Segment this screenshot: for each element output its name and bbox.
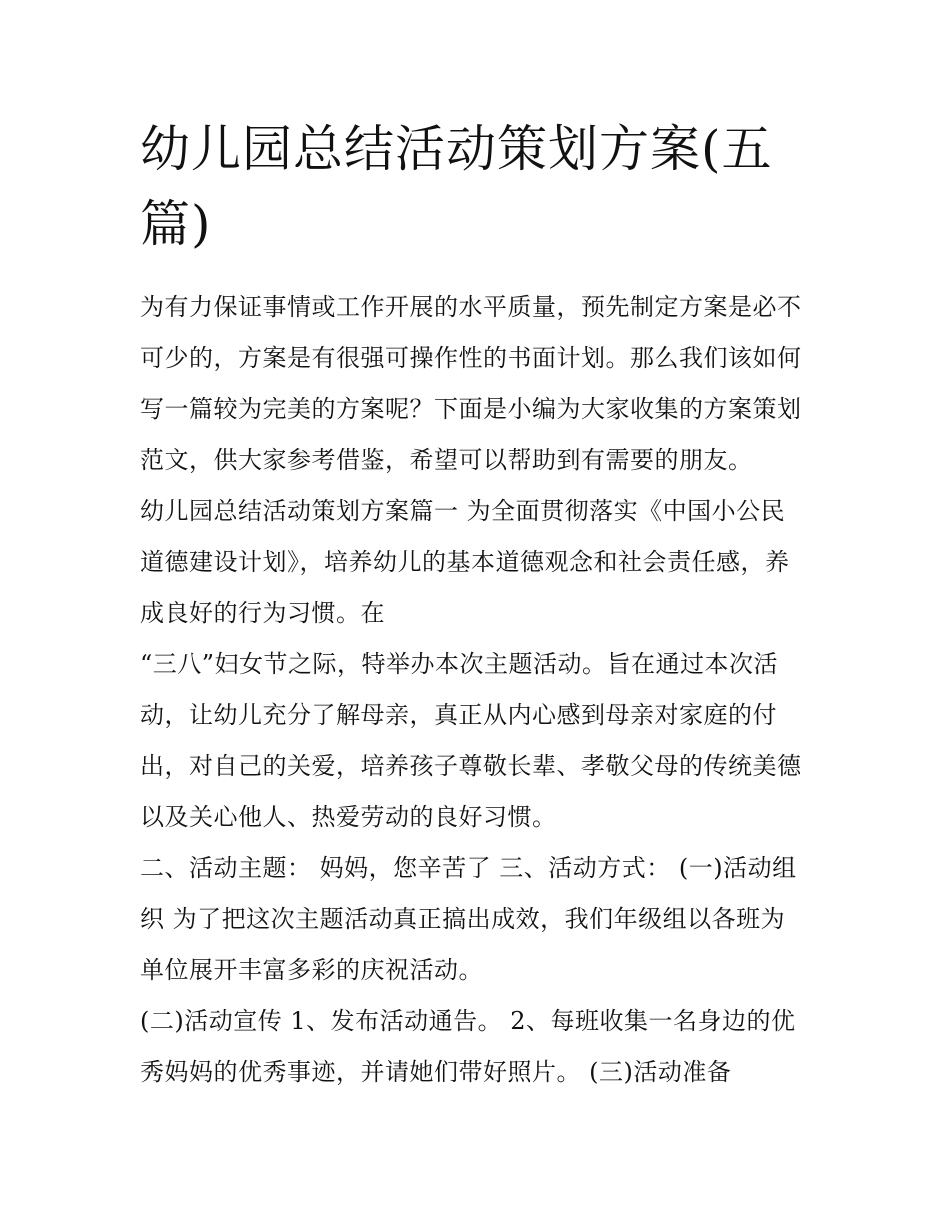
body-line: 可少的，方案是有很强可操作性的书面计划。那么我们该如何 — [140, 344, 802, 372]
body-line: 二、活动主题： 妈妈，您辛苦了 三、活动方式： (一)活动组 — [140, 854, 797, 882]
body-line: 动，让幼儿充分了解母亲，真正从内心感到母亲对家庭的付 — [140, 701, 777, 729]
title-line: 篇) — [140, 195, 212, 253]
body-line: 秀妈妈的优秀事迹，并请她们带好照片。 (三)活动准备 — [140, 1058, 732, 1086]
body-line: 写一篇较为完美的方案呢？下面是小编为大家收集的方案策划 — [140, 395, 802, 423]
body-line: “三八”妇女节之际，特举办本次主题活动。旨在通过本次活 — [140, 650, 779, 678]
body-line: 幼儿园总结活动策划方案篇一 为全面贯彻落实《中国小公民 — [140, 497, 786, 525]
body-line: 范文，供大家参考借鉴，希望可以帮助到有需要的朋友。 — [140, 446, 753, 474]
body-line: 织 为了把这次主题活动真正搞出成效，我们年级组以各班为 — [140, 905, 786, 933]
body-line: (二)活动宣传 1、发布活动通告。 2、每班收集一名身边的优 — [140, 1007, 796, 1035]
title-line: 幼儿园总结活动策划方案(五 — [140, 120, 773, 178]
document-title — [140, 112, 812, 262]
body-line: 以及关心他人、热爱劳动的良好习惯。 — [140, 803, 557, 831]
document-body — [140, 282, 812, 1098]
body-line: 为有力保证事情或工作开展的水平质量，预先制定方案是必不 — [140, 293, 802, 321]
body-line: 出，对自己的关爱，培养孩子尊敬长辈、孝敬父母的传统美德 — [140, 752, 802, 780]
document-page — [140, 112, 812, 1098]
body-line: 单位展开丰富多彩的庆祝活动。 — [140, 956, 483, 984]
body-line: 成良好的行为习惯。在 — [140, 599, 385, 627]
body-line: 道德建设计划》，培养幼儿的基本道德观念和社会责任感，养 — [140, 548, 790, 576]
